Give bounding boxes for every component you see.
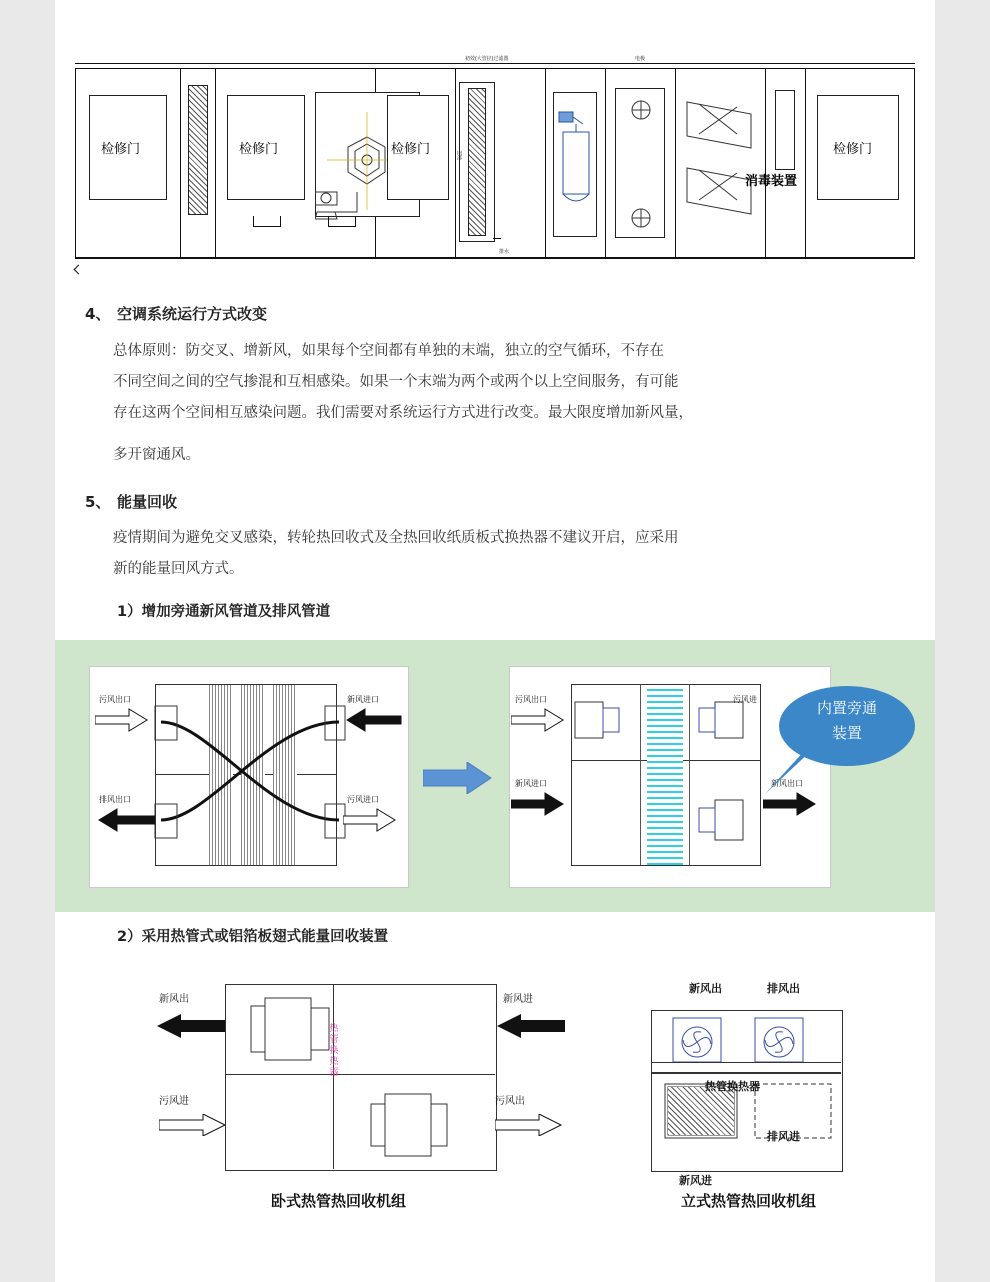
figure1-left-diagram [89,666,407,886]
valve-icons [615,88,667,240]
humidifier-icon [553,92,599,238]
filter-section-1 [188,85,208,215]
figure1-right-label-3: 新风进口 [515,779,547,788]
transition-arrow-icon [423,762,493,794]
filter-frame-2 [459,82,495,242]
fan-base-support-1 [253,216,281,227]
figure2-right-label-5: 新风进 [679,1174,712,1187]
arrow-out-left-top [95,706,155,740]
access-door-label-3: 检修门 [391,142,431,157]
drain-note: 排水 [499,249,510,255]
section-4-line-4: 多开窗通风。 [113,447,200,463]
ahu-divider-6 [605,68,606,258]
ahu-divider-8 [765,68,766,258]
figure2-left-label-1: 新风出 [159,994,189,1005]
figure2-right-label-4: 排风进 [767,1130,800,1143]
section-4-line-1: 总体原则：防交叉、增新风，如果每个空间都有单独的末端，独立的空气循环，不存在 [113,343,664,359]
section-5-title: 能量回收 [117,493,178,511]
figure2-left-label-4: 污风出 [495,1096,525,1107]
heat-pipe-exchanger-vertical-label: 热管换热器 [329,1024,339,1078]
figure1-right-label-2: 污风进 [733,695,757,704]
sub-heading-2: 2）采用热管式或铝箔板翅式能量回收装置 [117,929,389,945]
ahu-divider-7 [675,68,676,258]
figure2-right-label-2: 排风出 [767,982,800,995]
figure2-right-label-3: 热管换热器 [705,1080,760,1093]
arrow-out-right-bottom [343,806,403,840]
section-4-title: 空调系统运行方式改变 [117,305,268,323]
section-4-line-2: 不同空间之间的空气掺混和互相感染。如果一个末端为两个或两个以上空间服务，有可能 [113,374,679,390]
ahu-divider-5 [545,68,546,258]
document-page [55,0,935,1282]
arrow-right-out-top [511,706,571,740]
ahu-datum-marker [74,265,84,275]
ahu-diagram [75,30,915,270]
drain-leader-line [493,238,501,239]
figure2-left-label-3: 污风进 [159,1096,189,1107]
section-5-line-1: 疫情期间为避免交叉感染，转轮热回收式及全热回收纸质板式换热器不建议开启，应采用 [113,530,679,546]
access-door-label-1: 检修门 [101,142,141,157]
sub-heading-1: 1）增加旁通新风管道及排风管道 [117,604,331,620]
electrode-label: 电极 [635,56,646,62]
ahu-divider-4 [455,68,456,258]
filter-side-note: 内部 [456,150,462,160]
fan-base-support-2 [328,216,356,227]
arrow-out-left-bottom [95,806,155,840]
callout-line-1: 内置旁通 [816,699,877,717]
figure-heat-pipe [55,962,935,1232]
disinfection-device-label: 消毒装置 [745,174,798,189]
filter-note-label: 初效(大管径)过滤器 [465,56,509,62]
ahu-divider-1 [180,68,181,258]
figure1-left-label-4: 污风进口 [347,795,379,804]
access-door-label-4: 检修门 [833,142,873,157]
ahu-top-rail [75,63,915,64]
section-5-line-2: 新的能量回风方式。 [113,561,244,577]
ahu-base-rail [75,258,915,259]
vertical-unit-hx-band [651,1062,841,1074]
figure1-right-label-1: 污风出口 [515,695,547,704]
figure2-caption-right: 立式热管热回收机组 [681,1192,817,1210]
figure1-left-label-2: 新风进口 [347,695,379,704]
figure1-left-label-3: 排风出口 [99,795,131,804]
section-4-number: 4、 [85,305,111,323]
arrow-fresh-air-out-left [155,1014,227,1038]
figure2-caption-left: 卧式热管热回收机组 [271,1192,407,1210]
section-5-number: 5、 [85,493,111,511]
arrow-in-right-top [343,706,403,740]
figure-bypass-duct [55,640,935,912]
arrow-polluted-out-right [495,1114,565,1136]
figure2-right-label-1: 新风出 [689,982,722,995]
right-duct-boxes-icon [565,680,770,875]
horizontal-unit-fans-icon [225,984,497,1172]
figure1-left-label-1: 污风出口 [99,695,131,704]
ahu-divider-9 [805,68,806,258]
vertical-unit-filter-hatch [668,1087,734,1135]
arrow-fresh-air-in-right [495,1014,567,1038]
crossflow-lines-icon [149,680,349,875]
access-door-label-2: 检修门 [239,142,279,157]
arrow-right-in-mid [511,790,571,824]
figure1-right-label-4: 新风出口 [771,779,803,788]
callout-text [787,696,907,746]
disinfection-lamp [775,90,795,170]
figure2-left-label-2: 新风进 [503,994,533,1005]
ahu-divider-2 [215,68,216,258]
callout-line-2: 装置 [831,724,862,742]
damper-blades-icon [679,82,763,242]
section-4-line-3: 存在这两个空间相互感染问题。我们需要对系统运行方式进行改变。最大限度增加新风量， [113,405,693,421]
arrow-polluted-in-left [159,1114,229,1136]
